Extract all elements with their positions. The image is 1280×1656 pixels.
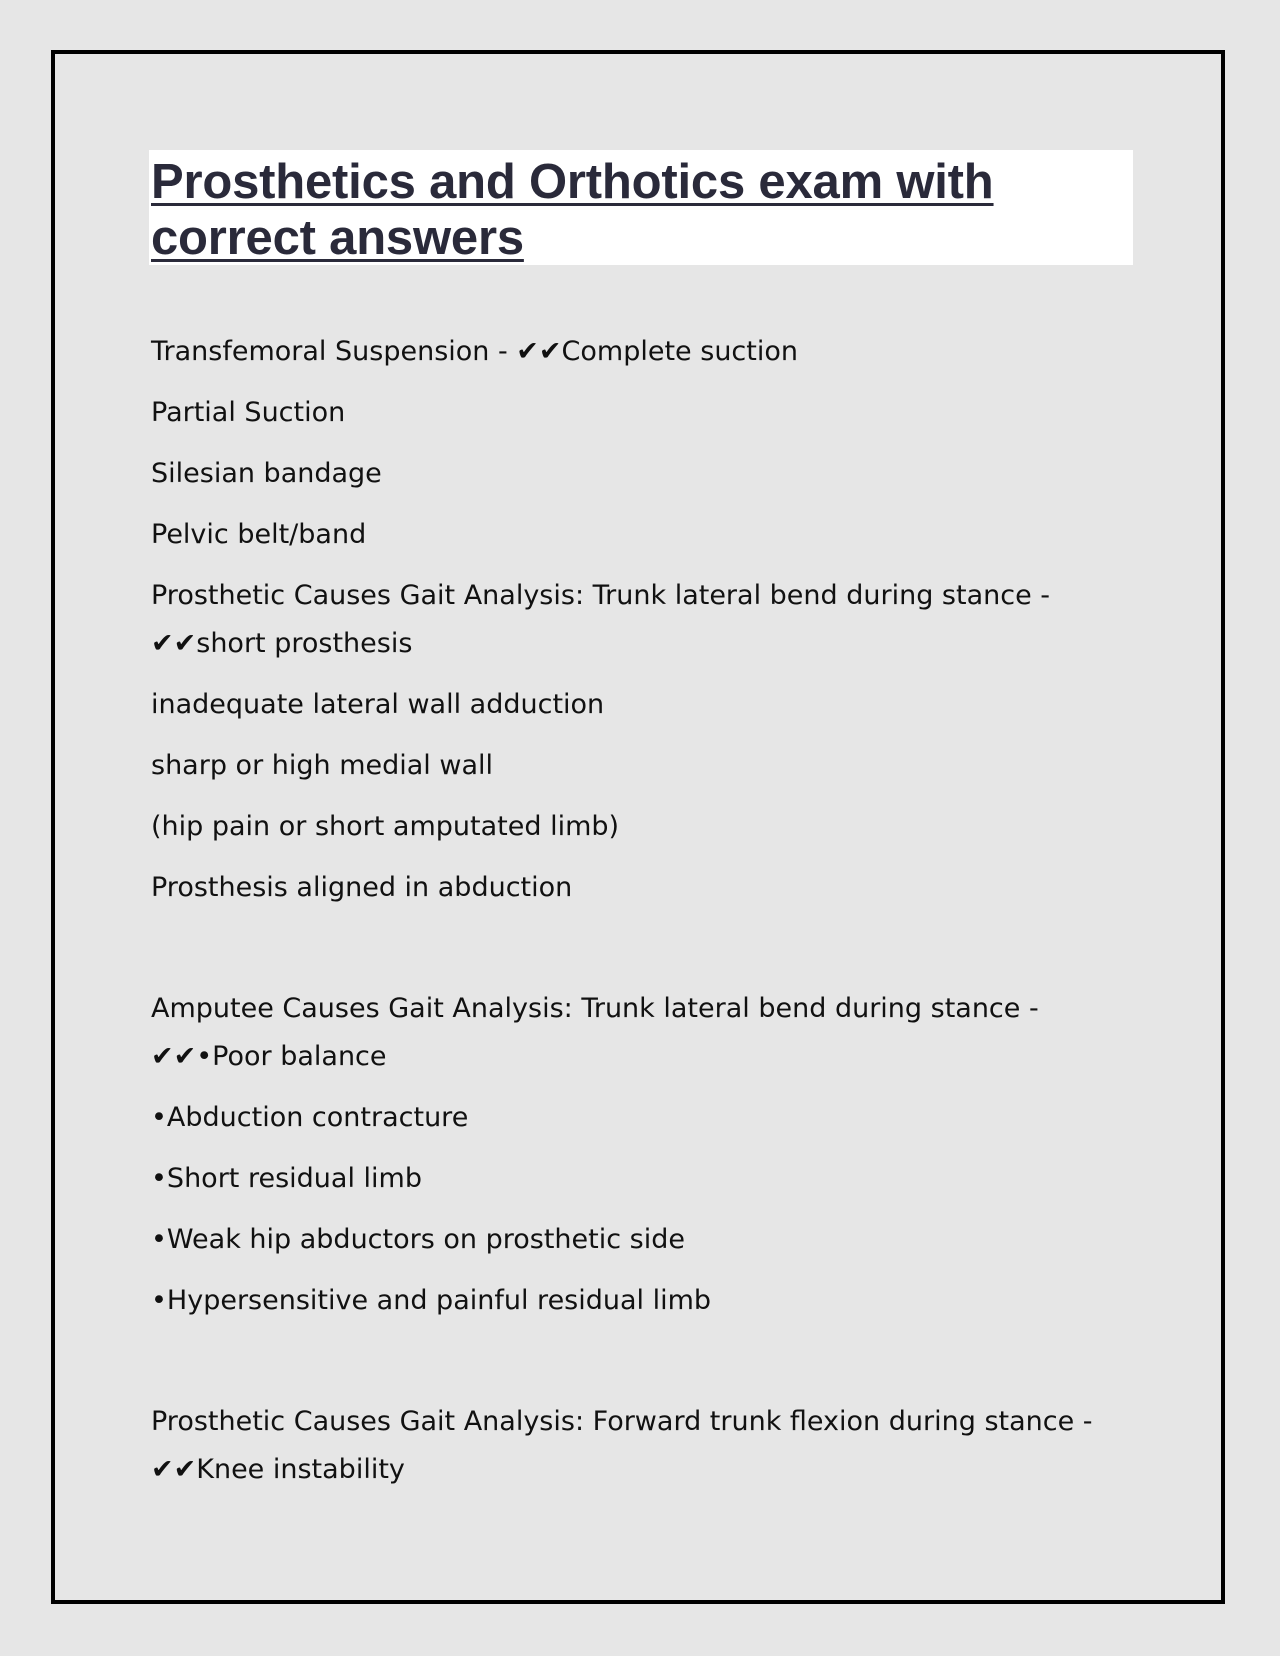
text-line: (hip pain or short amputated limb) bbox=[151, 811, 620, 842]
text-line: Silesian bandage bbox=[151, 458, 382, 489]
text-line: ✔✔•Poor balance bbox=[151, 1041, 387, 1072]
title-box bbox=[149, 150, 1133, 265]
qa-block bbox=[151, 985, 1111, 1081]
text-line: •Abduction contracture bbox=[151, 1102, 469, 1133]
text-line: •Hypersensitive and painful residual limb bbox=[151, 1285, 712, 1316]
text-line: Prosthetic Causes Gait Analysis: Trunk lateral bend during stance - bbox=[151, 580, 1051, 611]
text-line: •Short residual limb bbox=[151, 1163, 422, 1194]
qa-block bbox=[151, 803, 1111, 851]
text-line: Partial Suction bbox=[151, 397, 346, 428]
qa-block bbox=[151, 328, 1111, 376]
qa-block bbox=[151, 742, 1111, 790]
text-line: Amputee Causes Gait Analysis: Trunk lateral bend during stance - bbox=[151, 993, 1039, 1024]
qa-block bbox=[151, 450, 1111, 498]
document-body bbox=[151, 328, 1111, 1494]
document-title bbox=[151, 154, 1133, 266]
qa-block bbox=[151, 572, 1111, 668]
text-line: inadequate lateral wall adduction bbox=[151, 689, 605, 720]
title-line-1: Prosthetics and Orthotics exam with bbox=[151, 155, 994, 209]
title-line-2: correct answers bbox=[151, 211, 524, 265]
qa-block bbox=[151, 1155, 1111, 1203]
text-line: Pelvic belt/band bbox=[151, 519, 367, 550]
qa-block bbox=[151, 389, 1111, 437]
qa-block bbox=[151, 511, 1111, 559]
qa-block bbox=[151, 681, 1111, 729]
text-line: ✔✔short prosthesis bbox=[151, 628, 413, 659]
qa-block bbox=[151, 864, 1111, 912]
text-line: Prosthesis aligned in abduction bbox=[151, 872, 573, 903]
text-line: Transfemoral Suspension - ✔✔Complete suction bbox=[151, 336, 798, 367]
text-line: ✔✔Knee instability bbox=[151, 1454, 405, 1485]
qa-block bbox=[151, 1216, 1111, 1264]
qa-block bbox=[151, 1277, 1111, 1325]
text-line: •Weak hip abductors on prosthetic side bbox=[151, 1224, 685, 1255]
text-line: sharp or high medial wall bbox=[151, 750, 494, 781]
text-line: Prosthetic Causes Gait Analysis: Forward trunk flexion during stance - bbox=[151, 1406, 1093, 1437]
qa-block bbox=[151, 1398, 1111, 1494]
qa-block bbox=[151, 1094, 1111, 1142]
